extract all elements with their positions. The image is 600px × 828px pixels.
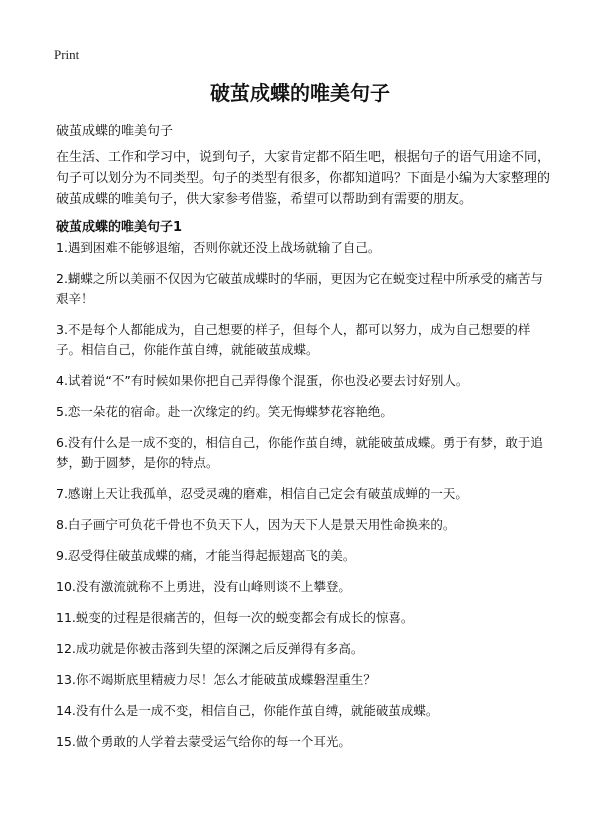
list-item: 6.没有什么是一成不变的，相信自己，你能作茧自缚，就能破茧成蝶。勇于有梦，敢于追梦，勤于圆梦，是你的特点。 [56, 435, 543, 470]
page-title: 破茧成蝶的唯美句子 [210, 81, 390, 105]
list-item: 1.遇到困难不能够退缩，否则你就还没上战场就输了自己。 [56, 240, 381, 255]
list-item: 15.做个勇敢的人学着去蒙受运气给你的每一个耳光。 [56, 734, 351, 749]
list-item: 5.恋一朵花的宿命。赴一次缘定的约。笑无悔蝶梦花容艳绝。 [56, 404, 393, 419]
list-item: 7.感谢上天让我孤单，忍受灵魂的磨难，相信自己定会有破茧成蝉的一天。 [56, 486, 468, 501]
list-item: 12.成功就是你被击落到失望的深渊之后反弹得有多高。 [56, 641, 364, 656]
list-item: 4.试着说“不”有时候如果你把自己弄得像个混蛋，你也没必要去讨好别人。 [56, 373, 469, 388]
list-item: 11.蜕变的过程是很痛苦的，但每一次的蜕变都会有成长的惊喜。 [56, 610, 414, 625]
list-item: 9.忍受得住破茧成蝶的痛，才能当得起振翅高飞的美。 [56, 548, 356, 563]
list-item: 14.没有什么是一成不变，相信自己，你能作茧自缚，就能破茧成蝶。 [56, 703, 439, 718]
list-item: 13.你不竭斯底里精疲力尽！怎么才能破茧成蝶磐涅重生？ [56, 672, 376, 687]
subtitle: 破茧成蝶的唯美句子 [56, 124, 174, 139]
list-item: 3.不是每个人都能成为，自己想要的样子，但每个人，都可以努力，成为自己想要的样子。相信自己，你能作茧自缚，就能破茧成蝶。 [56, 322, 531, 357]
print-link[interactable]: Print [54, 47, 80, 62]
sentence-list [56, 238, 550, 763]
list-item: 10.没有激流就称不上勇进，没有山峰则谈不上攀登。 [56, 579, 351, 594]
list-item: 8.白子画宁可负花千骨也不负天下人，因为天下人是景天用性命换来的。 [56, 517, 456, 532]
list-item: 2.蝴蝶之所以美丽不仅因为它破茧成蝶时的华丽，更因为它在蜕变过程中所承受的痛苦与艰辛！ [56, 271, 543, 306]
intro-paragraph: 在生活、工作和学习中，说到句子，大家肯定都不陌生吧，根据句子的语气用途不同，句子可以划分为不同类型。句子的类型有很多，你都知道吗？下面是小编为大家整理的破茧成蝶的唯美句子，供大家参考借鉴，希望可以帮助到有需要的朋友。 [56, 150, 551, 207]
section-heading: 破茧成蝶的唯美句子1 [56, 220, 183, 235]
